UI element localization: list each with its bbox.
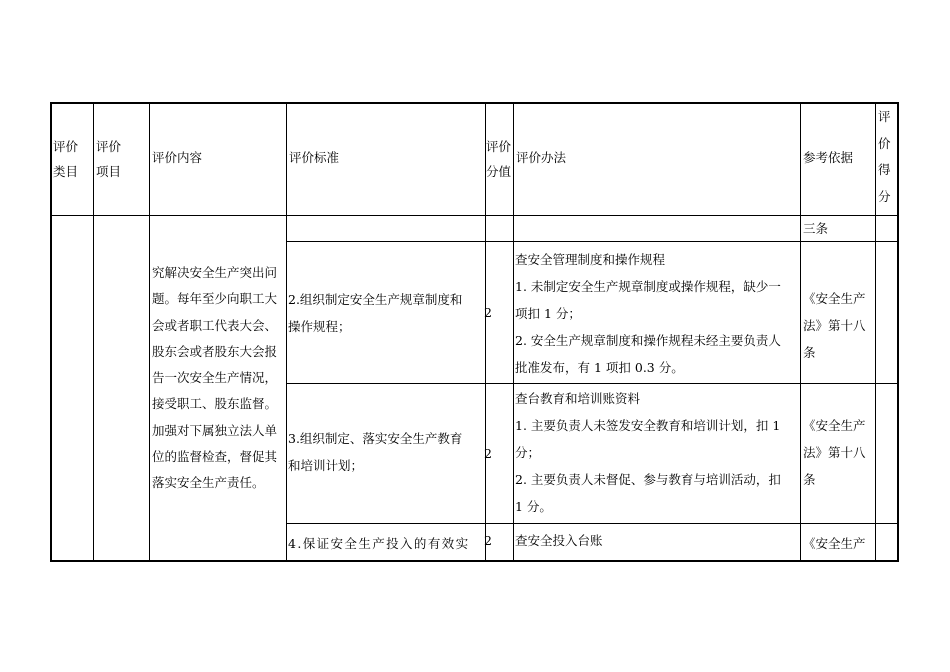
table-border-bottom [50,560,898,562]
basis-row-2: 《安全生产 法》第十八 条 [803,418,866,487]
method-row-2: 查台教育和培训账资料 1. 主要负责人未签发安全教育和培训计划，扣 1 分； 2. 主要负责人未督促、参与教育与培训活动，扣 1 分。 [515,391,781,514]
header-result: 评 价 得 分 [878,109,891,204]
row-divider-0 [286,241,898,242]
col-divider-3 [286,102,287,562]
header-divider [50,215,898,216]
basis-row-3: 《安全生产 [803,536,866,551]
table-border-right [897,102,899,562]
row-divider-2 [286,523,898,524]
score-row-1: 2 [484,305,492,320]
evaluation-content: 究解决安全生产突出问 题。每年至少向职工大 会或者职工代表大会、 股东会或者股东大会报 告一次安全生产情况， 接受职工、股东监督。 加强对下属独立法人单 位的监督检查，督促其 落实安全生产责任。 [152,265,278,491]
header-item: 评价 项目 [96,139,122,179]
header-standard: 评价标准 [289,150,340,165]
score-row-2: 2 [484,446,492,461]
row-divider-1 [286,383,898,384]
standard-row-1: 2.组织制定安全生产规章制度和 操作规程； [288,292,463,334]
method-row-1: 查安全管理制度和操作规程 1. 未制定安全生产规章制度或操作规程，缺少一 项扣 1 分； 2. 安全生产规章制度和操作规程未经主要负责人 批准发布，有 1 项扣 0.3 分。 [515,252,781,375]
basis-continued: 三条 [803,221,829,236]
score-row-3: 2 [484,533,492,548]
col-divider-2 [149,102,150,562]
table-border-left [50,102,52,562]
method-row-3: 查安全投入台账 [515,533,603,548]
table-border-top [50,102,898,104]
header-score: 评价 分值 [486,139,512,179]
header-basis: 参考依据 [803,150,854,165]
header-category: 评价 类目 [53,139,79,179]
standard-row-2: 3.组织制定、落实安全生产教育 和培训计划； [288,431,463,473]
standard-row-3: 4.保证安全生产投入的有效实 [288,536,470,551]
col-divider-1 [93,102,94,562]
header-method: 评价办法 [516,150,567,165]
header-content: 评价内容 [152,150,203,165]
basis-row-1: 《安全生产 法》第十八 条 [803,291,866,360]
